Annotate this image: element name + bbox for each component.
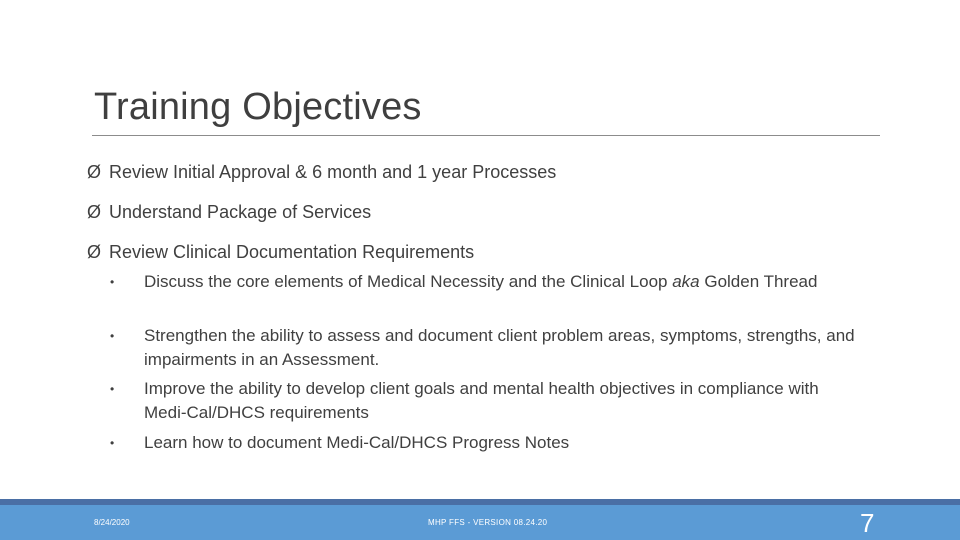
sub-bullet-item [110,270,840,318]
sub-bullet-item [110,377,840,425]
page-number: 7 [860,508,875,538]
footer-date: 8/24/2020 [94,518,130,527]
slide-title: Training Objectives [94,86,422,128]
bullet-text: Understand Package of Services [109,202,372,222]
footer-version: MHP FFS - VERSION 08.24.20 [428,518,548,527]
sub-bullet-text: Improve the ability to develop client goals and mental health objectives in compliance with Medi-Cal/DHCS requirements [144,379,819,422]
dot-bullet-icon: • [110,275,115,289]
bullet-text: Review Clinical Documentation Requirements [109,242,475,262]
bullet-item [87,242,474,263]
sub-bullet-text [144,270,864,294]
dot-bullet-icon: • [110,329,115,343]
bullet-item [87,162,556,183]
dot-bullet-icon: • [110,382,115,396]
arrow-bullet-icon: Ø [87,202,102,222]
bullet-item [87,202,371,223]
sub-bullet-item [110,324,855,372]
sub-bullet-text: Strengthen the ability to assess and document client problem areas, symptoms, strengths, and impairments in an Assessment. [144,326,855,369]
dot-bullet-icon: • [110,436,115,450]
title-underline [92,135,880,136]
sub-bullet-text-part: Discuss the core elements of Medical Necessity and the Clinical Loop [144,272,673,291]
bullet-text: Review Initial Approval & 6 month and 1 year Processes [109,162,557,182]
arrow-bullet-icon: Ø [87,162,102,182]
sub-bullet-text-part: Golden Thread [699,272,818,291]
sub-bullet-text: Learn how to document Medi-Cal/DHCS Progress Notes [144,433,570,452]
arrow-bullet-icon: Ø [87,242,102,262]
sub-bullet-text-emphasis: aka [672,272,700,291]
sub-bullet-item [110,431,840,455]
